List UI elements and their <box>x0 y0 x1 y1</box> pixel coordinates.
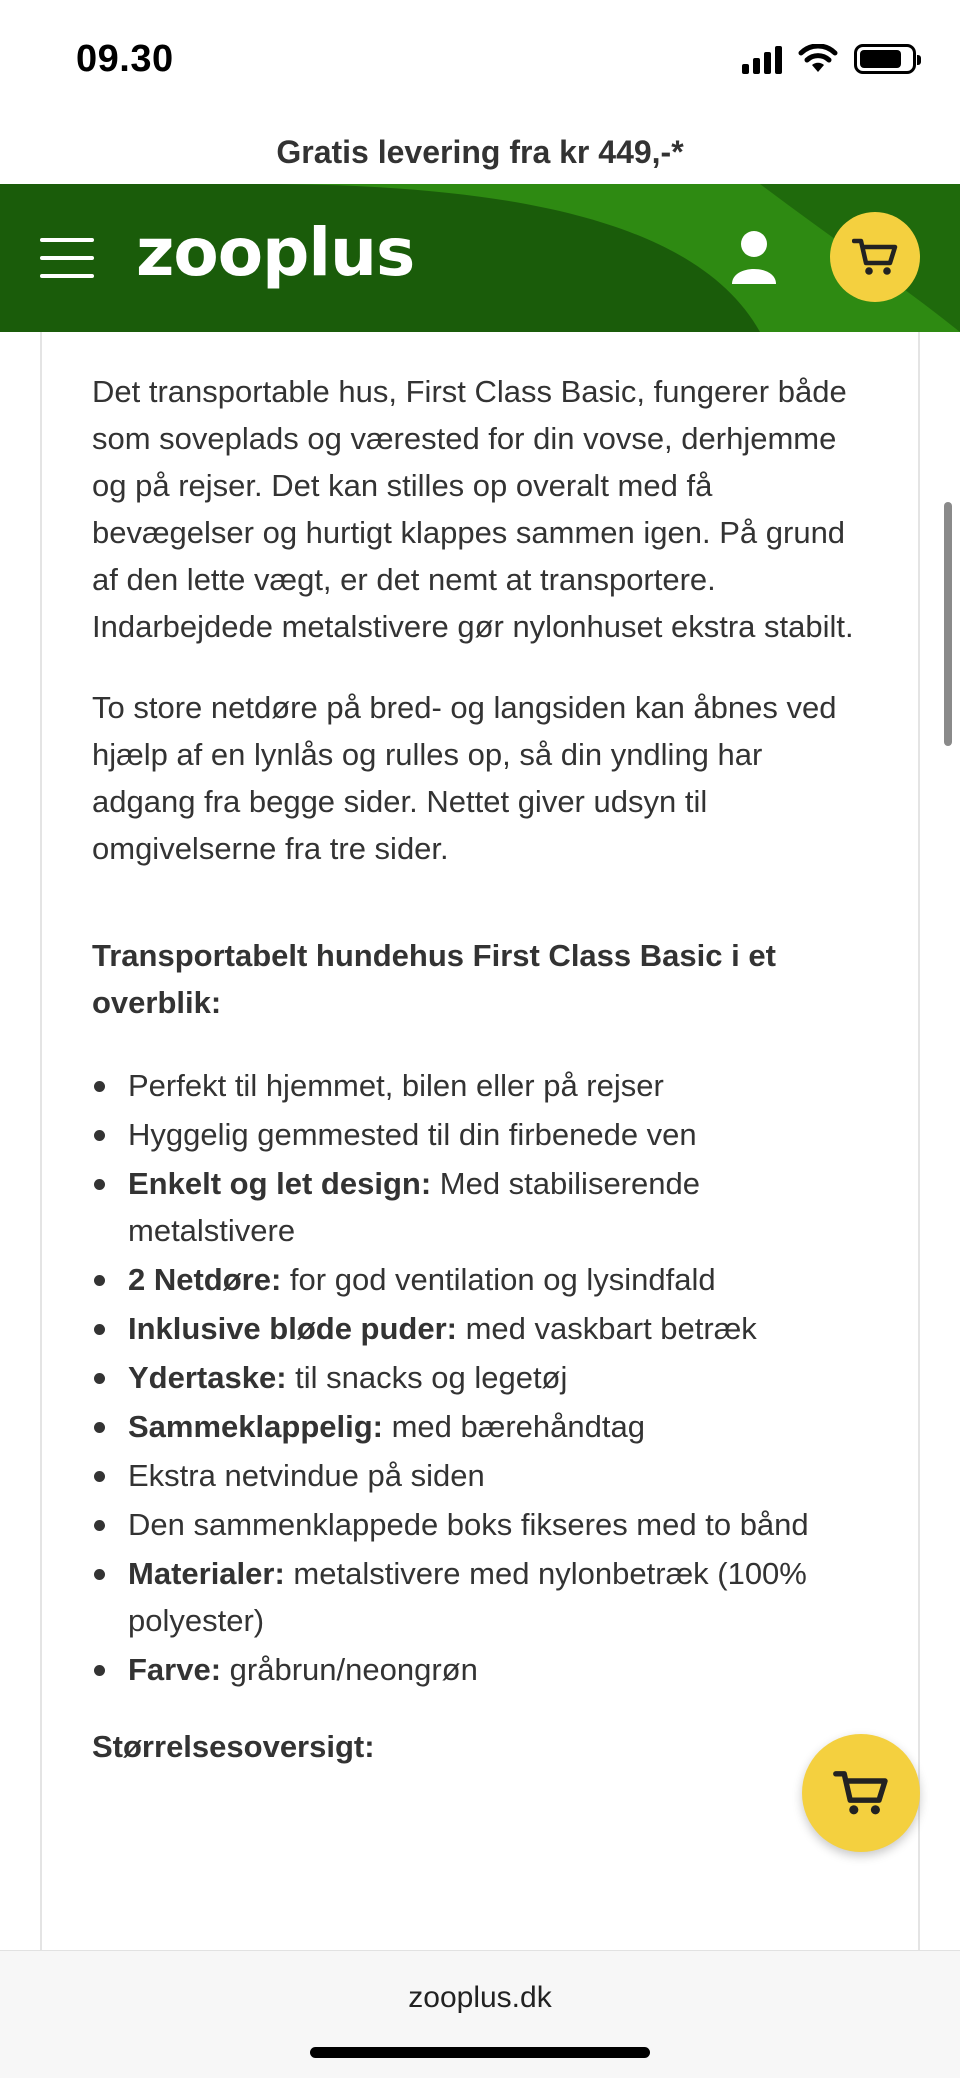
feature-item: Farve: gråbrun/neongrøn <box>128 1646 872 1693</box>
feature-item: Den sammenklappede boks fikseres med to bånd <box>128 1501 872 1548</box>
feature-item: 2 Netdøre: for god ventilation og lysindfald <box>128 1256 872 1303</box>
signal-icon <box>742 44 782 74</box>
feature-item: Inklusive bløde puder: med vaskbart betræk <box>128 1305 872 1352</box>
free-delivery-banner[interactable]: Gratis levering fra kr 449,-* <box>276 133 684 170</box>
wifi-icon <box>798 44 838 74</box>
overview-heading: Transportabelt hundehus First Class Basic i et overblik: <box>92 938 776 1020</box>
feature-item: Materialer: metalstivere med nylonbetræk (100% polyester) <box>128 1550 872 1644</box>
header-cart-button[interactable] <box>830 212 920 302</box>
menu-icon[interactable] <box>40 238 94 278</box>
status-time: 09.30 <box>76 38 174 80</box>
url-label[interactable]: zooplus.dk <box>408 1981 552 2014</box>
size-overview-heading: Størrelsesoversigt: <box>92 1729 375 1764</box>
cart-icon <box>852 237 898 277</box>
site-header <box>0 184 960 332</box>
feature-item: Ydertaske: til snacks og legetøj <box>128 1354 872 1401</box>
feature-list <box>92 1062 872 1693</box>
scrollbar-thumb[interactable] <box>944 502 952 746</box>
status-bar <box>0 0 960 120</box>
zooplus-logo[interactable]: zooplus <box>136 214 415 291</box>
cart-icon <box>833 1769 889 1817</box>
user-icon[interactable] <box>726 228 782 288</box>
description-paragraph-1: Det transportable hus, First Class Basic, fungerer både som soveplads og værested for din vovse, derhjemme og på rejser. Det kan stilles op overalt med få bevægelser og hurtigt klappes sammen igen. På grund af den lette vægt, er det nemt at transportere. Indarbejdede metalstivere gør nylonhuset ekstra stabilt. <box>92 374 854 644</box>
floating-cart-button[interactable] <box>802 1734 920 1852</box>
status-icons <box>742 44 916 74</box>
feature-item: Ekstra netvindue på siden <box>128 1452 872 1499</box>
feature-item: Sammeklappelig: med bærehåndtag <box>128 1403 872 1450</box>
feature-item: Enkelt og let design: Med stabiliserende metalstivere <box>128 1160 872 1254</box>
feature-item: Hyggelig gemmested til din firbenede ven <box>128 1111 872 1158</box>
product-description <box>92 368 872 1770</box>
description-paragraph-2: To store netdøre på bred- og langsiden kan åbnes ved hjælp af en lynlås og rulles op, så din yndling har adgang fra begge sider. Nettet giver udsyn til omgivelserne fra tre sider. <box>92 690 837 866</box>
home-indicator[interactable] <box>310 2047 650 2058</box>
feature-item: Perfekt til hjemmet, bilen eller på rejser <box>128 1062 872 1109</box>
battery-icon <box>854 44 916 74</box>
browser-address-bar[interactable] <box>0 1950 960 2078</box>
